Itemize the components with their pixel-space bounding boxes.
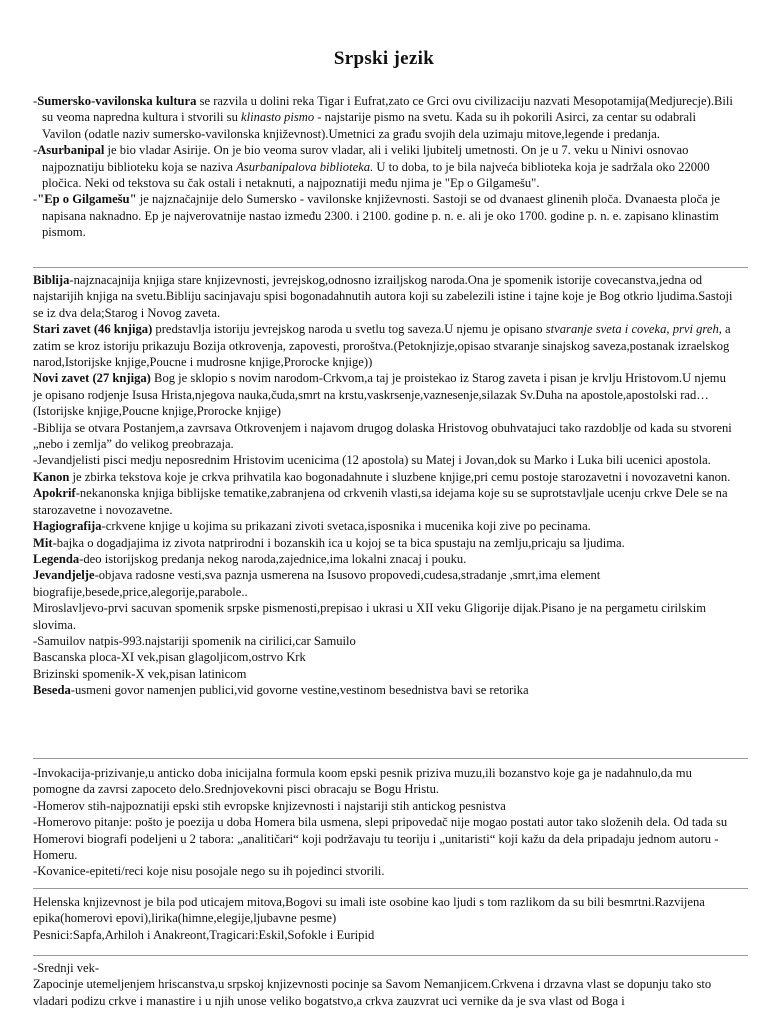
paragraph-bascanska: Bascanska ploca-XI vek,pisan glagoljicom,ostrvo Krk xyxy=(33,650,306,665)
paragraph-stari-zavet: Stari zavet (46 knjiga) predstavlja istoriju jevrejskog naroda u svetlu tog saveza.U njemu je opisano stvaranje sveta i coveka, prvi greh, a zatim se kroz istoriju prikazuju Bozija otkrovenja, zapovesti, proroštva.(Petoknjizje,opisao stvaranje sinajskog saveza,postanak izraelskog narod,Istorijske knjige,Poucne i mudrosne knjige,Prorocke knjige)) xyxy=(33,322,731,370)
paragraph-hagiografija: Hagiografija-crkvene knjige u kojima su prikazani zivoti svetaca,isposnika i mucenika koji zive po pecinama. xyxy=(33,519,591,534)
paragraph-invokacija: -Invokacija-prizivanje,u anticko doba inicijalna formula koom epski pesnik priziva muzu,ili bozanstvo koje ga je nadahnulo,da mu pomogne da zavrsi zapoceto delo.Srednjovekovni pisci obracaju se Bogu Hristu. xyxy=(33,766,692,797)
paragraph-kovanice: -Kovanice-epiteti/reci koje nisu posojale nego su ih pojedinci stvorili. xyxy=(33,864,385,879)
divider xyxy=(33,267,748,268)
paragraph-brizinski: Brizinski spomenik-X vek,pisan latinicom xyxy=(33,666,247,681)
paragraph-legenda: Legenda-deo istorijskog predanja nekog naroda,zajednice,ima lokalni znacaj i pouku. xyxy=(33,551,467,566)
paragraph-jevandjelisti: -Jevandjelisti pisci medju neposrednim Hristovim ucenicima (12 apostola) su Matej i Jovan,dok su Marko i Luka bili ucenici apostola. xyxy=(33,453,711,468)
paragraph-apokrif: Apokrif-nekanonska knjiga biblijske tematike,zabranjena od crkvenih vlasti,sa idejama koje su se suprotstavljale ucenju crkve Dele se na starozavetne i novozavetne. xyxy=(33,486,728,517)
term-gilgamesh: "Ep o Gilgamešu" xyxy=(37,192,137,207)
paragraph-gilgamesh: -"Ep o Gilgamešu" je najznačajnije delo Sumersko - vavilonske književnosti. Sastoji se od dvanaest glinenih ploča. Dvanaesta ploča je napisana naknadno. Ep je najverovatnije nastao između 2300. i 2100. godine p. n. e. ali je oko 1700. godine p. n. e. zapisano klinastim pismom. xyxy=(33,192,720,240)
paragraph-novi-zavet: Novi zavet (27 knjiga) Bog je sklopio s novim narodom-Crkvom,a taj je proistekao iz Starog zaveta i pisan je krvlju Hristovom.U njemu je opisano rodjenje Isusa Hrista,njegova nauka,čuda,smrt na krstu,vaskrsenje,vaznesenje,silazak Sv.Duha na apostole,apostolski rad…(Istorijske knjige,Poucne knjige,Prorocke knjige) xyxy=(33,371,726,419)
paragraph-biblija-razdoblje: -Biblija se otvara Postanjem,a zavrsava Otkrovenjem i najavom drugog dolaska Hristovog obuhvatajuci tako razdoblje od kada su stvoreni „nebo i zemlja” do velikog preobrazaja. xyxy=(33,420,732,452)
paragraph-biblija: Biblija-najznacajnija knjiga stare knjizevnosti, jevrejskog,odnosno izrailjskog naroda.Ona je spomenik istorije covecanstva,jedna od najstarijih knjiga na svetu.Bibliju sacinjavaju spisi bogonadahnutih autora koji su zabelezili istine i tajne koje je Bog otkrio ljudima.Sastoji se iz dva dela;Starog i Novog zaveta. xyxy=(33,273,733,320)
divider xyxy=(33,888,748,889)
divider xyxy=(33,758,748,759)
paragraph-pesnici: Pesnici:Sapfa,Arhiloh i Anakreont,Tragicari:Eskil,Sofokle i Euripid xyxy=(33,927,375,942)
paragraph-jevandjelje: Jevandjelje-objava radosne vesti,sva paznja usmerena na Isusovo propovedi,cudesa,stradanje ,smrt,ima element biografije,besede,price,alegorije,parabole.. xyxy=(33,568,601,599)
paragraph-mit: Mit-bajka o dogadjajima iz zivota natprirodni i bozanskih ica u kojoj se ta bica spustaju na zemlju,pricaju sa ljudima. xyxy=(33,535,625,550)
paragraph-helenska: Helenska knjizevnost je bila pod uticajem mitova,Bogovi su imali iste osobine kao ljudi s tom razlikom da su bili besmrtni.Razvijena epika(homerovi epovi),lirika(himne,elegije,ljubavne pesme) xyxy=(33,895,705,926)
paragraph-srednji-vek-title: -Srednji vek- xyxy=(33,961,100,975)
section-mesopotamia xyxy=(33,93,738,241)
section-srednji-vek xyxy=(33,960,738,1009)
paragraph-homerovo-pitanje: -Homerovo pitanje: pošto je poezija u doba Homera bila usmena, slepi pripovedač nije mogao postati autor tako složenih dela. Od tada su Homerovi biografi podeljeni u 2 tabora: „analitičari“ koji podržavaju tu teoriju i „unitaristi“ koji kažu da dela pripadaju jednom autoru - Homeru. xyxy=(33,815,728,863)
divider xyxy=(33,955,748,956)
page-title: Srpski jezik xyxy=(333,48,435,69)
paragraph-kanon: Kanon je zbirka tekstova koje je crkva prihvatila kao bogonadahnute i sluzbene knjige,pri cemu postoje starozavetni i novozavetni kanon. xyxy=(33,469,731,484)
term-asurbanipal: Asurbanipal xyxy=(37,143,105,158)
paragraph-homerov-stih: -Homerov stih-najpoznatiji epski stih evropske knjizevnosti i najstariji stih antickog pesnistva xyxy=(33,798,506,813)
term-sumer: Sumersko-vavilonska kultura xyxy=(37,94,197,108)
paragraph-asurbanipal: -Asurbanipal je bio vladar Asirije. On je bio veoma surov vladar, ali i veliki ljubitelj umetnosti. On je u 7. veku u Ninivi osnovao najpoznatiju biblioteku koja se naziva Asurbanipalova biblioteka. U to doba, to je bila najveća biblioteka koja je sadržala oko 22000 pločica. Neki od tekstova su čak ostali i netaknuti, a najpoznatiji među njima je "Ep o Gilgamešu". xyxy=(33,143,710,191)
section-helenska xyxy=(33,894,738,943)
paragraph-samuilo: -Samuilov natpis-993.najstariji spomenik na cirilici,car Samuilo xyxy=(33,633,356,648)
paragraph-srednji-vek: Zapocinje utemeljenjem hriscanstva,u srpskoj knjizevnosti pocinje sa Savom Nemanjicem.Crkvena i drzavna vlast se dopunju tako sto vladari podizu crkve i manastire i u njih unose veliko bogatstvo,a crkva zauzvrat uci vernike da je sva vlast od Boga i xyxy=(33,977,712,1008)
paragraph-sumer: -Sumersko-vavilonska kultura se razvila u dolini reka Tigar i Eufrat,zato ce Grci ovu civilizaciju nazvati Mesopotamija(Medjurecje).Bili su veoma napredna kultura i stvorili su klinasto pismo - najstarije pismo na svetu. Kada su ih pokorili Asirci, za centar su odabrali Vavilon (odatle naziv sumersko-vavilonska književnost).Umetnici za građu svojih dela uzimaju mitove,legende i predanja. xyxy=(33,94,733,141)
paragraph-miroslavljevo: Miroslavljevo-prvi sacuvan spomenik srpske pismenosti,prepisao i ukrasi u XII veku Gligorije dijak.Pisano je na pergametu cirilskim slovima. xyxy=(33,601,707,632)
section-bible xyxy=(33,272,738,699)
paragraph-beseda: Beseda-usmeni govor namenjen publici,vid govorne vestine,vestinom besednistva bavi se retorika xyxy=(33,683,529,698)
section-homer xyxy=(33,765,738,880)
